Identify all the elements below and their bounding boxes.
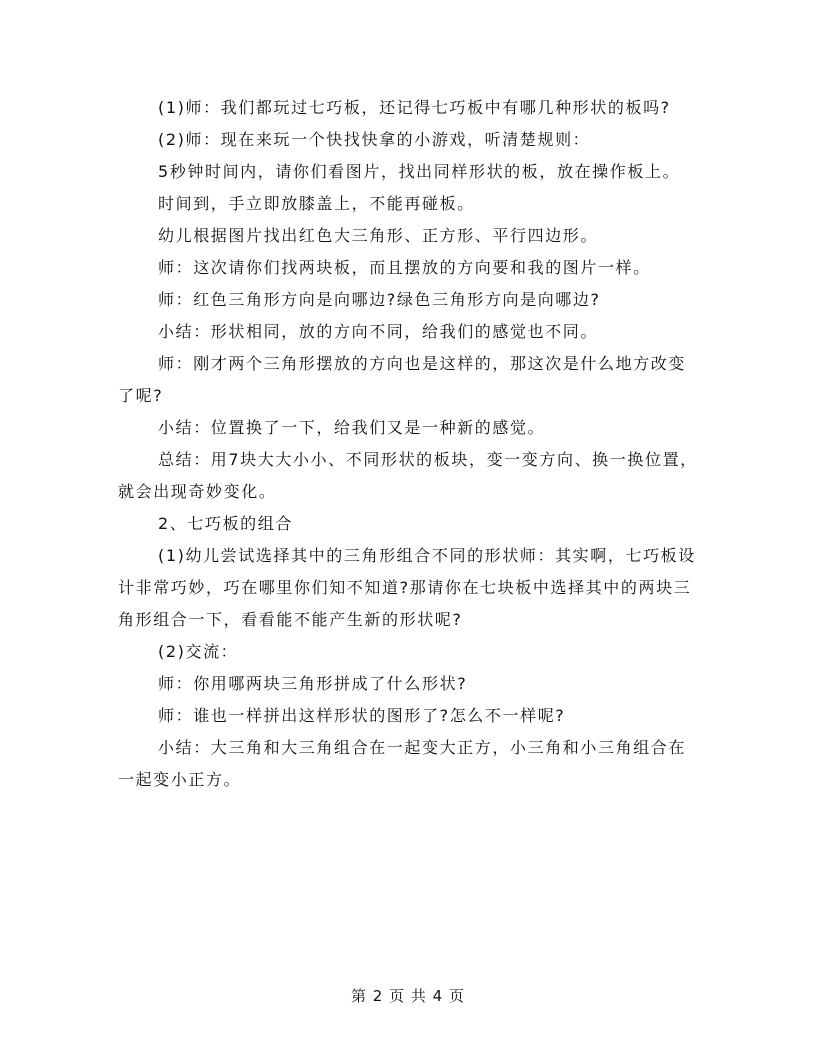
paragraph-15: 师：你用哪两块三角形拼成了什么形状? bbox=[158, 674, 468, 693]
paragraph-4: 时间到，手立即放膝盖上，不能再碰板。 bbox=[158, 194, 475, 213]
paragraph-1: (1)师：我们都玩过七巧板，还记得七巧板中有哪几种形状的板吗? bbox=[158, 98, 671, 117]
document-body bbox=[118, 92, 698, 796]
page-footer bbox=[0, 986, 816, 1006]
paragraph-7: 师：红色三角形方向是向哪边?绿色三角形方向是向哪边? bbox=[158, 290, 601, 309]
paragraph-14: (2)交流： bbox=[158, 642, 239, 661]
paragraph-6: 师：这次请你们找两块板，而且摆放的方向要和我的图片一样。 bbox=[158, 258, 651, 277]
paragraph-3: 5秒钟时间内，请你们看图片，找出同样形状的板，放在操作板上。 bbox=[158, 162, 681, 181]
paragraph-17: 小结：大三角和大三角组合在一起变大正方，小三角和小三角组合在一起变小正方。 bbox=[118, 738, 687, 789]
paragraph-5: 幼儿根据图片找出红色大三角形、正方形、平行四边形。 bbox=[158, 226, 599, 245]
paragraph-8: 小结：形状相同，放的方向不同，给我们的感觉也不同。 bbox=[158, 322, 599, 341]
paragraph-9: 师：刚才两个三角形摆放的方向也是这样的，那这次是什么地方改变了呢? bbox=[118, 354, 687, 405]
paragraph-10: 小结：位置换了一下，给我们又是一种新的感觉。 bbox=[158, 418, 546, 437]
section-heading: 2、七巧板的组合 bbox=[158, 514, 293, 533]
paragraph-2: (2)师：现在来玩一个快找快拿的小游戏，听清楚规则： bbox=[158, 130, 591, 149]
paragraph-13: (1)幼儿尝试选择其中的三角形组合不同的形状师：其实啊，七巧板设计非常巧妙，巧在哪里你们知不知道?那请你在七块板中选择其中的两块三角形组合一下，看看能不能产生新的形状呢? bbox=[118, 546, 696, 629]
paragraph-16: 师：谁也一样拼出这样形状的图形了?怎么不一样呢? bbox=[158, 706, 566, 725]
paragraph-11: 总结：用7块大大小小、不同形状的板块，变一变方向、换一换位置，就会出现奇妙变化。 bbox=[118, 450, 698, 501]
page-number: 第 2 页 共 4 页 bbox=[351, 987, 465, 1005]
